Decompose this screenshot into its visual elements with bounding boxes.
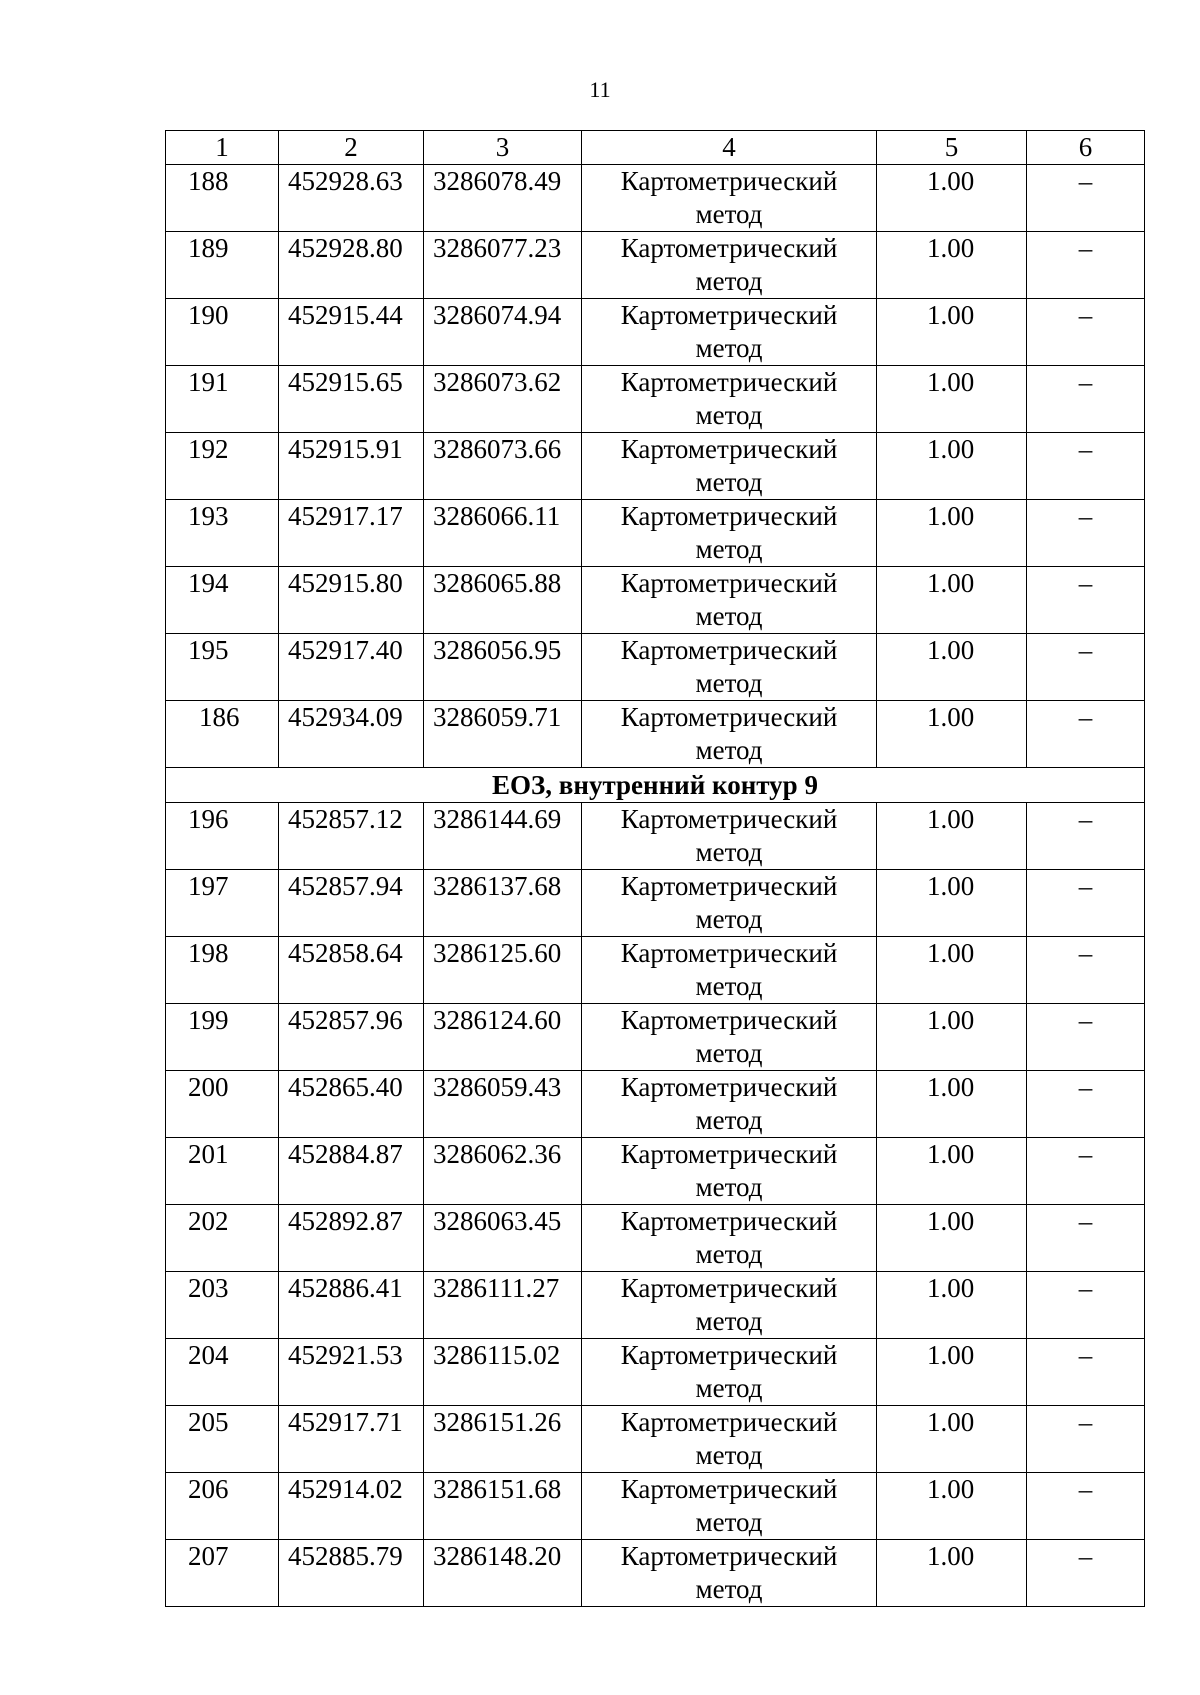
- accuracy-cell: 1.00: [877, 299, 1027, 366]
- note-cell: –: [1027, 1004, 1145, 1071]
- y-coordinate-cell: 3286078.49: [424, 165, 582, 232]
- accuracy-cell: 1.00: [877, 937, 1027, 1004]
- y-coordinate-cell: 3286066.11: [424, 500, 582, 567]
- method-line: метод: [695, 971, 763, 1001]
- x-coordinate-cell: 452917.17: [279, 500, 424, 567]
- accuracy-cell: 1.00: [877, 165, 1027, 232]
- method-line: метод: [695, 333, 763, 363]
- y-coordinate-cell: 3286151.68: [424, 1473, 582, 1540]
- point-number-cell: 194: [166, 567, 279, 634]
- table-row: [166, 299, 1145, 366]
- point-number-cell: 189: [166, 232, 279, 299]
- point-number-cell: 207: [166, 1540, 279, 1607]
- x-coordinate-cell: 452928.63: [279, 165, 424, 232]
- table-row: [166, 870, 1145, 937]
- y-coordinate-cell: 3286111.27: [424, 1272, 582, 1339]
- accuracy-cell: 1.00: [877, 1339, 1027, 1406]
- y-coordinate-cell: 3286056.95: [424, 634, 582, 701]
- x-coordinate-cell: 452857.94: [279, 870, 424, 937]
- method-line: метод: [695, 266, 763, 296]
- method-cell: [582, 701, 877, 768]
- point-number-cell: 201: [166, 1138, 279, 1205]
- method-line: Картометрический: [620, 367, 838, 397]
- table-row: [166, 1406, 1145, 1473]
- method-cell: [582, 870, 877, 937]
- method-line: метод: [695, 837, 763, 867]
- method-line: Картометрический: [620, 871, 838, 901]
- y-coordinate-cell: 3286137.68: [424, 870, 582, 937]
- point-number-cell: 195: [166, 634, 279, 701]
- x-coordinate-cell: 452914.02: [279, 1473, 424, 1540]
- x-coordinate-cell: 452928.80: [279, 232, 424, 299]
- point-number-cell: 204: [166, 1339, 279, 1406]
- table-row: [166, 567, 1145, 634]
- method-line: метод: [695, 904, 763, 934]
- method-line: Картометрический: [620, 1139, 838, 1169]
- x-coordinate-cell: 452865.40: [279, 1071, 424, 1138]
- method-line: метод: [695, 1507, 763, 1537]
- y-coordinate-cell: 3286151.26: [424, 1406, 582, 1473]
- x-coordinate-cell: 452915.80: [279, 567, 424, 634]
- method-cell: [582, 1138, 877, 1205]
- y-coordinate-cell: 3286144.69: [424, 803, 582, 870]
- table-row: [166, 366, 1145, 433]
- method-line: Картометрический: [620, 702, 838, 732]
- table-body: [166, 131, 1145, 1607]
- point-number-cell: 200: [166, 1071, 279, 1138]
- x-coordinate-cell: 452886.41: [279, 1272, 424, 1339]
- method-line: метод: [695, 1239, 763, 1269]
- method-cell: [582, 634, 877, 701]
- point-number-cell: 190: [166, 299, 279, 366]
- x-coordinate-cell: 452858.64: [279, 937, 424, 1004]
- method-line: Картометрический: [620, 300, 838, 330]
- section-row: [166, 768, 1145, 803]
- y-coordinate-cell: 3286059.43: [424, 1071, 582, 1138]
- note-cell: –: [1027, 433, 1145, 500]
- y-coordinate-cell: 3286115.02: [424, 1339, 582, 1406]
- accuracy-cell: 1.00: [877, 1272, 1027, 1339]
- note-cell: –: [1027, 1272, 1145, 1339]
- note-cell: –: [1027, 165, 1145, 232]
- table-row: [166, 165, 1145, 232]
- method-line: метод: [695, 1172, 763, 1202]
- note-cell: –: [1027, 1138, 1145, 1205]
- y-coordinate-cell: 3286059.71: [424, 701, 582, 768]
- method-line: метод: [695, 534, 763, 564]
- note-cell: –: [1027, 299, 1145, 366]
- method-line: метод: [695, 735, 763, 765]
- method-line: Картометрический: [620, 1340, 838, 1370]
- table-row: [166, 433, 1145, 500]
- x-coordinate-cell: 452885.79: [279, 1540, 424, 1607]
- accuracy-cell: 1.00: [877, 433, 1027, 500]
- column-header: 3: [424, 131, 582, 165]
- method-line: Картометрический: [620, 1206, 838, 1236]
- note-cell: –: [1027, 1339, 1145, 1406]
- column-header: 6: [1027, 131, 1145, 165]
- note-cell: –: [1027, 567, 1145, 634]
- accuracy-cell: 1.00: [877, 803, 1027, 870]
- method-cell: [582, 1473, 877, 1540]
- method-cell: [582, 366, 877, 433]
- method-cell: [582, 1339, 877, 1406]
- table-row: [166, 232, 1145, 299]
- method-line: метод: [695, 601, 763, 631]
- note-cell: –: [1027, 634, 1145, 701]
- method-cell: [582, 1540, 877, 1607]
- method-line: метод: [695, 1306, 763, 1336]
- table-row: [166, 803, 1145, 870]
- point-number-cell: 198: [166, 937, 279, 1004]
- y-coordinate-cell: 3286073.62: [424, 366, 582, 433]
- note-cell: –: [1027, 701, 1145, 768]
- column-header-row: [166, 131, 1145, 165]
- accuracy-cell: 1.00: [877, 1004, 1027, 1071]
- method-cell: [582, 165, 877, 232]
- method-cell: [582, 299, 877, 366]
- method-line: Картометрический: [620, 635, 838, 665]
- method-line: метод: [695, 199, 763, 229]
- note-cell: –: [1027, 870, 1145, 937]
- x-coordinate-cell: 452857.12: [279, 803, 424, 870]
- y-coordinate-cell: 3286148.20: [424, 1540, 582, 1607]
- point-number-cell: 192: [166, 433, 279, 500]
- method-line: метод: [695, 467, 763, 497]
- method-cell: [582, 1406, 877, 1473]
- method-line: Картометрический: [620, 1407, 838, 1437]
- point-number-cell: 197: [166, 870, 279, 937]
- note-cell: –: [1027, 1071, 1145, 1138]
- method-line: Картометрический: [620, 938, 838, 968]
- table-row: [166, 701, 1145, 768]
- method-line: Картометрический: [620, 501, 838, 531]
- point-number-cell: 206: [166, 1473, 279, 1540]
- column-header: 1: [166, 131, 279, 165]
- method-line: Картометрический: [620, 804, 838, 834]
- point-number-cell: 203: [166, 1272, 279, 1339]
- point-number-cell: 186: [166, 701, 279, 768]
- point-number-cell: 196: [166, 803, 279, 870]
- accuracy-cell: 1.00: [877, 1473, 1027, 1540]
- point-number-cell: 193: [166, 500, 279, 567]
- method-cell: [582, 1004, 877, 1071]
- point-number-cell: 205: [166, 1406, 279, 1473]
- table-row: [166, 634, 1145, 701]
- note-cell: –: [1027, 1473, 1145, 1540]
- x-coordinate-cell: 452917.40: [279, 634, 424, 701]
- method-cell: [582, 803, 877, 870]
- table-row: [166, 937, 1145, 1004]
- method-line: метод: [695, 400, 763, 430]
- x-coordinate-cell: 452915.44: [279, 299, 424, 366]
- y-coordinate-cell: 3286062.36: [424, 1138, 582, 1205]
- table-row: [166, 1004, 1145, 1071]
- accuracy-cell: 1.00: [877, 232, 1027, 299]
- column-header: 2: [279, 131, 424, 165]
- point-number-cell: 202: [166, 1205, 279, 1272]
- table-row: [166, 1272, 1145, 1339]
- method-cell: [582, 433, 877, 500]
- method-cell: [582, 500, 877, 567]
- accuracy-cell: 1.00: [877, 870, 1027, 937]
- x-coordinate-cell: 452884.87: [279, 1138, 424, 1205]
- accuracy-cell: 1.00: [877, 1071, 1027, 1138]
- x-coordinate-cell: 452892.87: [279, 1205, 424, 1272]
- point-number-cell: 188: [166, 165, 279, 232]
- accuracy-cell: 1.00: [877, 701, 1027, 768]
- x-coordinate-cell: 452915.65: [279, 366, 424, 433]
- table-row: [166, 1205, 1145, 1272]
- method-line: Картометрический: [620, 1541, 838, 1571]
- method-cell: [582, 567, 877, 634]
- method-cell: [582, 1071, 877, 1138]
- point-number-cell: 199: [166, 1004, 279, 1071]
- accuracy-cell: 1.00: [877, 500, 1027, 567]
- note-cell: –: [1027, 500, 1145, 567]
- y-coordinate-cell: 3286063.45: [424, 1205, 582, 1272]
- table-row: [166, 1339, 1145, 1406]
- accuracy-cell: 1.00: [877, 366, 1027, 433]
- section-title: ЕОЗ, внутренний контур 9: [166, 768, 1145, 803]
- x-coordinate-cell: 452915.91: [279, 433, 424, 500]
- y-coordinate-cell: 3286125.60: [424, 937, 582, 1004]
- method-line: Картометрический: [620, 1474, 838, 1504]
- method-cell: [582, 232, 877, 299]
- note-cell: –: [1027, 1205, 1145, 1272]
- table-row: [166, 1071, 1145, 1138]
- method-line: метод: [695, 1574, 763, 1604]
- accuracy-cell: 1.00: [877, 1540, 1027, 1607]
- accuracy-cell: 1.00: [877, 1205, 1027, 1272]
- method-line: Картометрический: [620, 434, 838, 464]
- x-coordinate-cell: 452934.09: [279, 701, 424, 768]
- note-cell: –: [1027, 803, 1145, 870]
- method-cell: [582, 937, 877, 1004]
- accuracy-cell: 1.00: [877, 634, 1027, 701]
- note-cell: –: [1027, 937, 1145, 1004]
- column-header: 5: [877, 131, 1027, 165]
- method-line: метод: [695, 1373, 763, 1403]
- x-coordinate-cell: 452917.71: [279, 1406, 424, 1473]
- x-coordinate-cell: 452857.96: [279, 1004, 424, 1071]
- x-coordinate-cell: 452921.53: [279, 1339, 424, 1406]
- note-cell: –: [1027, 1540, 1145, 1607]
- method-line: Картометрический: [620, 233, 838, 263]
- y-coordinate-cell: 3286124.60: [424, 1004, 582, 1071]
- method-line: Картометрический: [620, 1005, 838, 1035]
- method-line: метод: [695, 1038, 763, 1068]
- method-cell: [582, 1272, 877, 1339]
- method-line: метод: [695, 668, 763, 698]
- y-coordinate-cell: 3286065.88: [424, 567, 582, 634]
- method-line: Картометрический: [620, 1273, 838, 1303]
- note-cell: –: [1027, 366, 1145, 433]
- coordinates-table: [165, 130, 1145, 1607]
- note-cell: –: [1027, 232, 1145, 299]
- accuracy-cell: 1.00: [877, 1138, 1027, 1205]
- accuracy-cell: 1.00: [877, 567, 1027, 634]
- method-line: Картометрический: [620, 166, 838, 196]
- accuracy-cell: 1.00: [877, 1406, 1027, 1473]
- method-line: Картометрический: [620, 568, 838, 598]
- y-coordinate-cell: 3286074.94: [424, 299, 582, 366]
- table-row: [166, 500, 1145, 567]
- method-line: метод: [695, 1440, 763, 1470]
- method-cell: [582, 1205, 877, 1272]
- table-row: [166, 1540, 1145, 1607]
- table-row: [166, 1138, 1145, 1205]
- method-line: Картометрический: [620, 1072, 838, 1102]
- y-coordinate-cell: 3286077.23: [424, 232, 582, 299]
- point-number-cell: 191: [166, 366, 279, 433]
- table-row: [166, 1473, 1145, 1540]
- column-header: 4: [582, 131, 877, 165]
- note-cell: –: [1027, 1406, 1145, 1473]
- y-coordinate-cell: 3286073.66: [424, 433, 582, 500]
- method-line: метод: [695, 1105, 763, 1135]
- page-number: 11: [589, 77, 611, 102]
